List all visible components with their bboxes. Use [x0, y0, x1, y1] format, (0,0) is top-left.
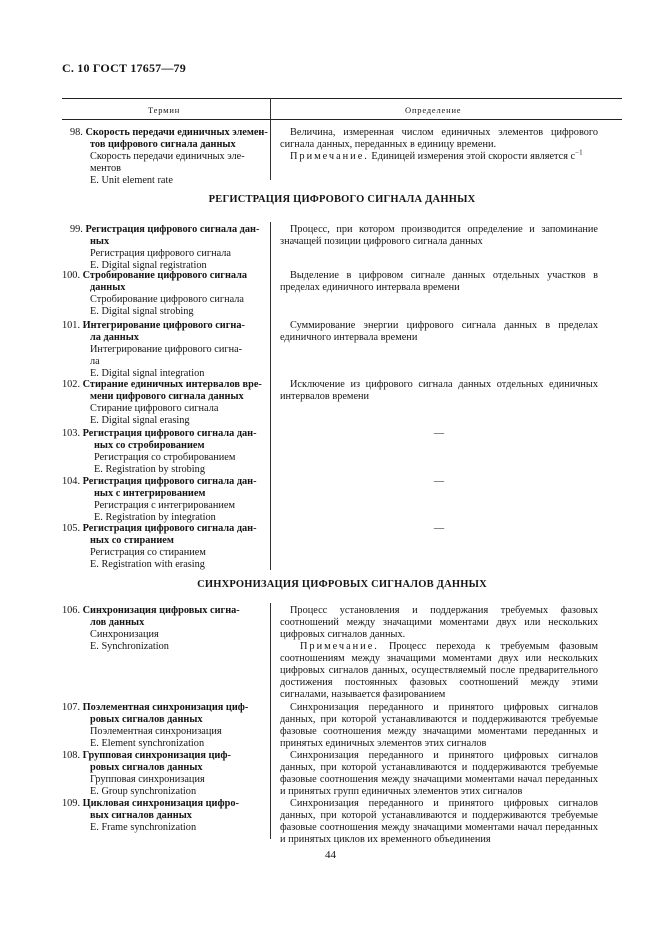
term-entry-107: 107. Поэлементная синхронизация циф- ровых сигналов данных Поэлементная синхронизация E. Element synchronization: [62, 702, 249, 749]
table-header-rule: [62, 119, 622, 120]
definition-109: Синхронизация переданного и принятого цифровых сигналов данных, при которой устанавливаются и поддерживаются требуемые фазовые соотношения между значащими моментами начал переданных и принятых циклов их временного объединения: [280, 798, 598, 845]
term-entry-102: 102. Стирание единичных интервалов вре- мени цифрового сигнала данных Стирание цифрового сигнала E. Digital signal erasing: [62, 379, 262, 426]
definition-106: Процесс установления и поддержания требуемых фазовых соотношений между значащими моментами двух или нескольких цифровых сигналов данных. Примечание. Процесс перехода к требуемым фазовым соотношениям между значащими моментами двух или нескольких цифровых сигналов данных, осуществляемый после предварительного достижения постоянных фазовых соотношений между этими сигналами, называется фазированием: [280, 605, 598, 700]
definition-98: Величина, измеренная числом единичных элементов цифрового сигнала данных, переданных в единицу времени. Примечание. Единицей измерения этой скорости является $с^{-1}$: [280, 127, 598, 162]
term-entry-99: 99. Регистрация цифрового сигнала дан- ных Регистрация цифрового сигнала E. Digital signal registration: [70, 224, 260, 271]
term-entry-105: 105. Регистрация цифрового сигнала дан- ных со стиранием Регистрация со стиранием E. Registration with erasing: [62, 523, 257, 570]
definition-108: Синхронизация переданного и принятого цифровых сигналов данных, при которой устанавливаются и поддерживаются требуемые фазовые соотношения между значащими моментами начал переданных и принятых групп единичных элементов этих сигналов: [280, 750, 598, 797]
section-heading-registration: РЕГИСТРАЦИЯ ЦИФРОВОГО СИГНАЛА ДАННЫХ: [208, 194, 476, 205]
section-heading-synchronization: СИНХРОНИЗАЦИЯ ЦИФРОВЫХ СИГНАЛОВ ДАННЫХ: [197, 579, 487, 590]
definition-101: Суммирование энергии цифрового сигнала данных в пределах единичного интервала времени: [280, 320, 598, 343]
definition-103: —: [433, 428, 445, 439]
definition-102: Исключение из цифрового сигнала данных отдельных единичных интервалов времени: [280, 379, 598, 402]
term-entry-106: 106. Синхронизация цифровых сигна- лов данных Синхронизация E. Synchronization: [62, 605, 240, 652]
column-divider: [270, 603, 271, 839]
term-entry-104: 104. Регистрация цифрового сигнала дан- ных с интегрированием Регистрация с интегрированием E. Registration by integration: [62, 476, 257, 523]
definition-104: —: [433, 476, 445, 487]
table-top-rule: [62, 98, 622, 99]
term-entry-103: 103. Регистрация цифрового сигнала дан- ных со стробированием Регистрация со стробированием E. Registration by strobing: [62, 428, 257, 475]
column-divider: [270, 222, 271, 570]
page-header: С. 10 ГОСТ 17657—79: [62, 61, 186, 75]
column-header-term: Термин: [148, 105, 181, 115]
term-entry-109: 109. Цикловая синхронизация цифро- вых сигналов данных E. Frame synchronization: [62, 798, 239, 833]
term-entry-98: 98. Скорость передачи единичных элемен- тов цифрового сигнала данных Скорость передачи единичных эле- ментов E. Unit element rate: [70, 127, 268, 186]
term-entry-100: 100. Стробирование цифрового сигнала данных Стробирование цифрового сигнала E. Digital signal strobing: [62, 270, 248, 317]
term-entry-101: 101. Интегрирование цифрового сигна- ла данных Интегрирование цифрового сигна- ла E. Digital signal integration: [62, 320, 245, 379]
definition-99: Процесс, при котором производится определение и запоминание значащей позиции цифрового сигнала данных: [280, 224, 598, 247]
column-divider: [270, 98, 271, 180]
definition-100: Выделение в цифровом сигнале данных отдельных участков в пределах единичного интервала времени: [280, 270, 598, 293]
definition-105: —: [433, 523, 445, 534]
term-entry-108: 108. Групповая синхронизация циф- ровых сигналов данных Групповая синхронизация E. Group synchronization: [62, 750, 231, 797]
column-header-definition: Определение: [405, 105, 462, 115]
page-number: 44: [325, 849, 336, 861]
definition-107: Синхронизация переданного и принятого цифровых сигналов данных, при которой устанавливаются и поддерживаются требуемые фазовые соотношения между значащими моментами переданных и принятых единичных элементов этих сигналов: [280, 702, 598, 749]
